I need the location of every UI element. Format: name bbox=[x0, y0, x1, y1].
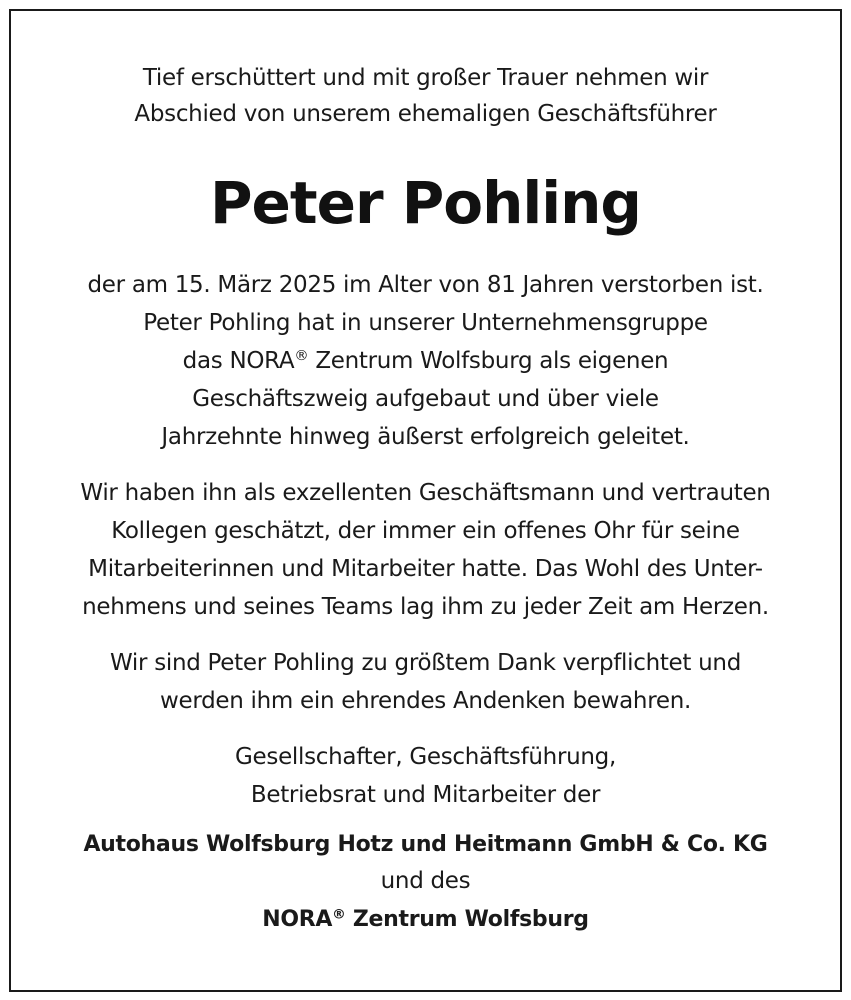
company-name-autohaus: Autohaus Wolfsburg Hotz und Heitmann GmbH & Co. KG bbox=[83, 832, 768, 857]
paragraph-line: werden ihm ein ehrendes Andenken bewahren. bbox=[159, 688, 691, 714]
signers-line: Betriebsrat und Mitarbeiter der bbox=[250, 782, 601, 808]
paragraph-line: nehmens und seines Teams lag ihm zu jeder Zeit am Herzen. bbox=[82, 594, 769, 620]
text-fragment: Zentrum Wolfsburg als eigenen bbox=[308, 348, 669, 374]
paragraph-biography bbox=[0, 266, 851, 456]
intro-line: Abschied von unserem ehemaligen Geschäftsführer bbox=[134, 101, 717, 127]
company-name-nora bbox=[0, 900, 851, 940]
paragraph-line: Jahrzehnte hinweg äußerst erfolgreich geleitet. bbox=[161, 424, 690, 450]
intro-text bbox=[0, 60, 851, 132]
paragraph-line: Peter Pohling hat in unserer Unternehmensgruppe bbox=[143, 310, 708, 336]
conjunction-text: und des bbox=[380, 868, 471, 894]
paragraph-line: Wir sind Peter Pohling zu größtem Dank verpflichtet und bbox=[110, 650, 741, 676]
text-fragment: Zentrum Wolfsburg bbox=[345, 907, 589, 932]
paragraph-appreciation bbox=[0, 474, 851, 626]
paragraph-line: der am 15. März 2025 im Alter von 81 Jahren verstorben ist. bbox=[87, 272, 764, 298]
paragraph-line: Wir haben ihn als exzellenten Geschäftsmann und vertrauten bbox=[80, 480, 771, 506]
paragraph-line: Mitarbeiterinnen und Mitarbeiter hatte. Das Wohl des Unter- bbox=[88, 556, 763, 582]
signers-line: Gesellschafter, Geschäftsführung, bbox=[235, 744, 616, 770]
intro-line: Tief erschüttert und mit großer Trauer nehmen wir bbox=[142, 65, 709, 91]
registered-mark: ® bbox=[294, 348, 309, 365]
deceased-name: Peter Pohling bbox=[210, 169, 641, 237]
registered-mark: ® bbox=[332, 906, 346, 923]
text-fragment: NORA bbox=[262, 907, 333, 932]
paragraph-line: Kollegen geschätzt, der immer ein offenes Ohr für seine bbox=[111, 518, 740, 544]
signers-text bbox=[0, 738, 851, 814]
paragraph-line: Geschäftszweig aufgebaut und über viele bbox=[192, 386, 659, 412]
paragraph-gratitude bbox=[0, 644, 851, 720]
paragraph-line bbox=[0, 342, 851, 380]
text-fragment: das NORA bbox=[182, 348, 295, 374]
